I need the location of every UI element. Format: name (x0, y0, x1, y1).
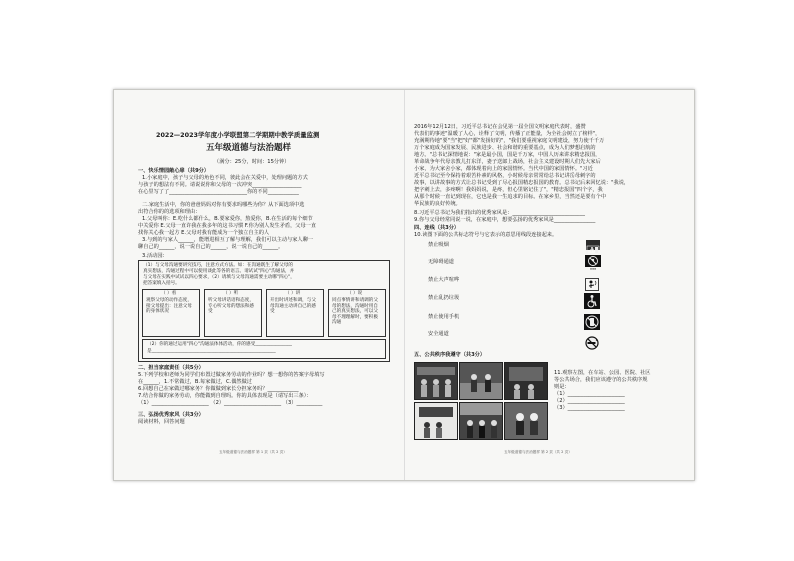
section3-heading: 三、弘扬优秀家风（共3分） (138, 412, 204, 418)
q2-line: 出符合你的的选项和理由： (138, 209, 201, 215)
public-order-photo-1 (414, 362, 458, 400)
passage-line: 小家，为大家舍小家，都体现着向上的家国情怀。当代中国的家国情怀。"习近 (414, 166, 593, 172)
q10: 10.读图下面的公共标志符号与它表示的意思用线段连接起来。 (414, 232, 558, 238)
sign-label: 禁止使用手机 (428, 314, 460, 320)
q1-line: 与孩子的想法有不同。请说说你和父母的一次冲突___________________ (138, 182, 302, 188)
passage-line: 代表们的事迹"温暖了人心，诠释了文明，传播了正能量，为全社会树立了榜样"， (414, 131, 601, 137)
activity-line: 真实想法，沟通过程中可以使用谈此等各的语言。请试试"四心"沟通法，并 (143, 269, 295, 274)
s2-line: （1）______________________ （2）______________________ （3）__________ (138, 400, 323, 406)
four-heart-box-look (142, 289, 200, 337)
q11-line: 则是： (554, 384, 570, 390)
activity-line: 把答案填入括号。 (143, 281, 180, 286)
s2-line: 6.回想自己在家做过哪家务？你做做到家长分担家务吗？____________ (138, 386, 299, 392)
four-heart-head: （ ）听 (223, 291, 239, 296)
sign-label: 安全通道 (428, 331, 449, 337)
passage-line: 故事，以讲故事的方式让总书记受到了尽心报国精忠报国的教育。总书记后来回忆说："我说， (414, 180, 630, 186)
exam-title: 2022—2023学年度小学联盟第二学期期中教学质量监测 (156, 131, 320, 139)
public-order-photo-6 (504, 402, 548, 440)
four-heart-head: （ ）看 (161, 291, 177, 296)
passage-line: 近平总书记至今保持着艰苦朴素的风格，小时候母亲常常给总书记讲岳母刺字的 (414, 173, 596, 179)
q11-blank: （3）______________________ (554, 405, 625, 411)
passage-line: 充满期待地"要"当"把"好"都"发扬好的"，"我们要重视家庭文明建设，努力使千千万 (414, 138, 605, 144)
q11-line: 11.观察左图，在车站、公园、医院、社区 (554, 370, 651, 376)
public-order-photo-3 (504, 362, 548, 400)
activity-label: 3.活动园： (142, 253, 168, 259)
subject-title: 五年级道德与法治题样 (206, 143, 292, 153)
q11-blank: （1）______________________ (554, 391, 625, 397)
four-heart-body: 同点事情讲和请调的父母的想法，沟通时用自己的真实想法，可以父母不理理解时，要积极沟通 (332, 298, 378, 326)
score-time: （满分：25分，时间：15分钟） (214, 159, 290, 165)
public-order-photo-2 (459, 362, 503, 400)
public-order-photo-5 (459, 402, 503, 440)
q11-blank: （2）______________________ (554, 398, 625, 404)
no-phone-sign-icon (584, 314, 600, 330)
sign-label: 无障碍通道 (428, 259, 454, 265)
activity-q2: （2）你的通过运用"四心"沟通法体体活动，你的感受________________ (147, 342, 292, 347)
four-heart-box-speak (266, 289, 324, 337)
passage-line: 2016年12月12日，习近平总书记在会见第一届全国文明家庭代表时，盛赞 (414, 124, 586, 130)
four-heart-body: 观察父母的动作态度，接父母提出：注意父母的身体状况 (146, 298, 192, 315)
q11-line: 等公共场合，我们应该遵守的公共秩序规 (554, 377, 648, 383)
activity-line: （1）与父母沟通要讲究技巧，注意方式方法。如：在沟通既生了解父母的 (143, 263, 293, 268)
activity-q2-cont: 是______________________________________________________ (147, 349, 276, 354)
left-footer: 五年级道德与法治题样 第 1 页（共 2 页） (219, 450, 287, 454)
four-heart-box-say (328, 289, 386, 337)
section1-heading: 一、快乐情园敞心扉（共9分） (138, 168, 210, 174)
passage-line: 从那个时候一直记到现在，它也是我一生追求的目标。在家乡里，当然还是要有个中 (414, 194, 606, 200)
passage-line: 把字刺上去，多疼啊！我妈妈说，是疼，但心里铭记住了"，"精忠报国"四个字，我 (414, 187, 603, 193)
four-heart-box-listen (204, 289, 262, 337)
exam-sheet (113, 89, 695, 481)
section2-heading: 二、担当家庭责任（共5分） (138, 365, 204, 371)
s3-line: 阅读材料，回答问题 (138, 419, 185, 425)
four-heart-head: （ ）讲 (285, 291, 301, 296)
section5-heading: 五、公共秩序我遵守（共3分） (414, 352, 486, 358)
passage-line: 华民族的良好传统。 (414, 201, 461, 207)
emergency-exit-sign-icon (586, 240, 600, 250)
q2-line: 中关爱你 E.父母一直许我在我多年的这书习惯 F.你为别人发生矛盾，父母一直 (138, 223, 317, 229)
sign-label: 禁止大声喧哗 (428, 277, 460, 283)
q8: 8.习近平总书记为我们指出的优秀家风是：____________________________ (414, 210, 585, 216)
section4-heading: 四、连线（共3分） (414, 225, 460, 231)
sign-label: 禁止乱扔垃圾 (428, 295, 460, 301)
activity-q2-box (142, 339, 386, 359)
accessible-passage-sign-icon (584, 293, 600, 309)
q1-line: 1.小家庭中，孩子与父母的角色不同，彼此会在关爱中，处理问题的方式 (142, 175, 308, 181)
passage-line: 革命战争年代母亲教儿打东洋，妻子送郎上战场，社会主义建设时期人们先大家后 (414, 159, 601, 165)
s2-line: 5.下列学校和老师为同学们布置过做家务劳动的作业吗？想一想你的答案字母填写 (138, 372, 325, 378)
no-littering-sign-icon (584, 254, 602, 270)
four-heart-body: 听父母讲话语和态度，专心听父母的想法和感受 (208, 298, 254, 315)
s2-line: 在______，1.不常做过，B.每家做过，C.偶然做过 (138, 379, 252, 385)
q9: 9.你与父母经常同说一说，在家庭中，想要弘扬的优秀家风是________________ (414, 217, 596, 223)
activity-line: 与父母在实践中试试以四心要求，（2）请填与父母沟通需要主动哪"四心"， (143, 275, 295, 280)
public-order-photo-4 (414, 402, 458, 440)
passage-line: 地方。"总书记深情地说："家是最小国，国是千万家，中国人历来讲求精忠报国， (414, 152, 601, 158)
q2-line: 二.家庭生活中，你的爸爸妈妈对你有要求吗哪些为你？从下面选项中选 (142, 202, 305, 208)
right-footer: 五年级道德与法治题样 第 2 页（共 2 页） (504, 450, 572, 454)
left-page (114, 90, 404, 480)
q1-line: 在心里写了了______________________________你的不同____________ (138, 189, 299, 195)
svg-text:▬▬▬: ▬▬▬ (589, 267, 597, 270)
sign-label: 禁止吸烟 (428, 242, 449, 248)
activity-box (138, 260, 390, 362)
no-loud-noise-sign-icon (585, 276, 599, 289)
four-heart-head: （ ）说 (347, 291, 363, 296)
right-page (404, 90, 694, 480)
passage-line: 万个家庭成为国家发展、民族进步、社会和谐的重要基点，成为人们梦想启航的 (414, 145, 596, 151)
four-heart-body: 开出时讲述和调，与父母沟通主动讲自己的感受 (270, 298, 316, 315)
s2-line: 7.结合你做的家务劳动，你能做到自理吗。你的具体表现是（请写出三条）： (138, 393, 312, 399)
q2-line: 1.父母叫你：E.吃什么都什么，B.要家爱你，熬爱你，B.在生活的每个细节 (142, 216, 313, 222)
q2-line: 找你关心我一起方 E.父母对我有能成为一个独立自主的人 (138, 230, 270, 236)
q2-line: 聊自己的______，说一说自己的______，说一说自己的______。 (138, 244, 284, 250)
no-smoking-sign-icon (584, 335, 600, 349)
q2-line: 3.与到的与家人______，能增进相互了解与理解，我们可以主动与家人聊一 (142, 237, 313, 243)
